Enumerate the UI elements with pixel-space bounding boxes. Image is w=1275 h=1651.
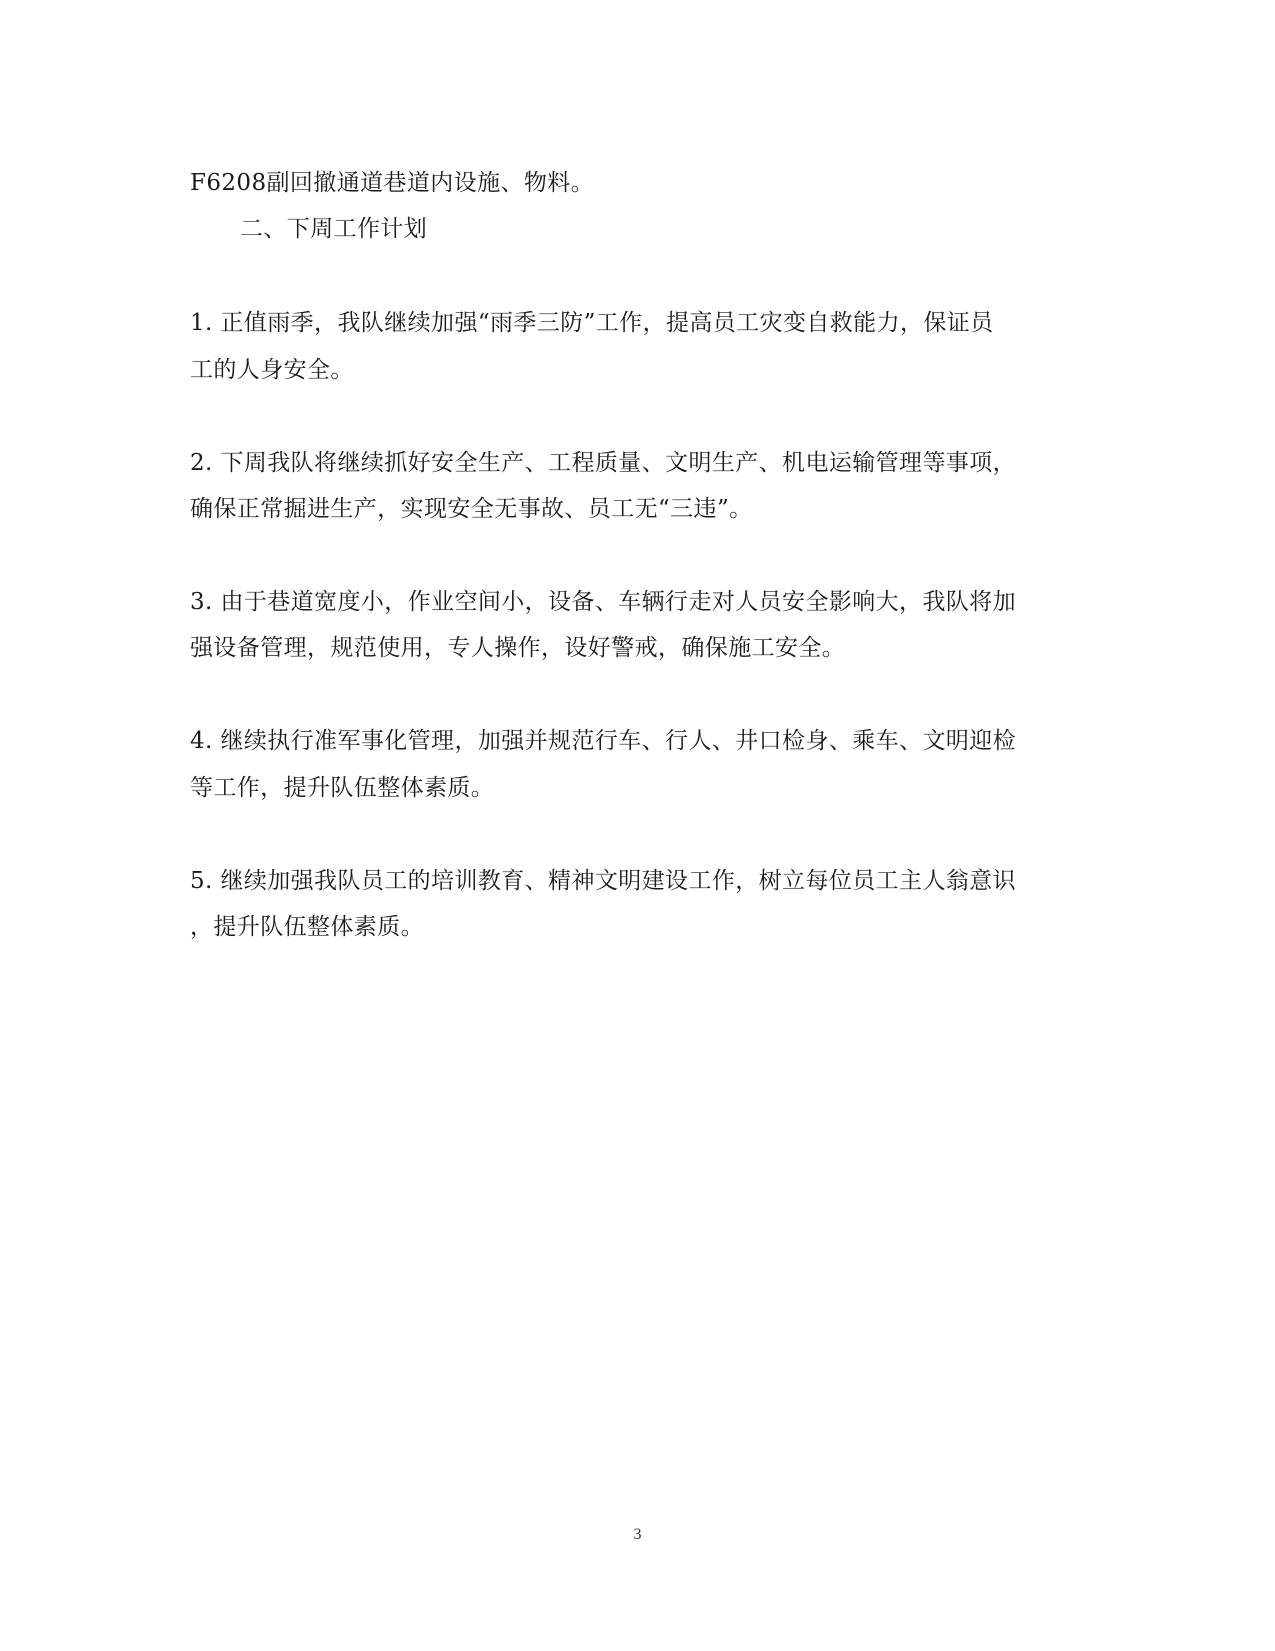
continuation-paragraph: F6208副回撤通道巷道内设施、物料。 (190, 170, 595, 196)
list-item-line: 2. 下周我队将继续抓好安全生产、工程质量、文明生产、机电运输管理等事项， (190, 450, 1017, 476)
list-item-line: 4. 继续执行准军事化管理，加强并规范行车、行人、井口检身、乘车、文明迎检 (190, 728, 1017, 754)
list-item-line: 5. 继续加强我队员工的培训教育、精神文明建设工作，树立每位员工主人翁意识 (190, 868, 1017, 894)
page-number: 3 (633, 1526, 642, 1543)
section-heading: 二、下周工作计划 (240, 216, 428, 242)
list-item-line: ，提升队伍整体素质。 (190, 914, 424, 940)
list-item-line: 确保正常掘进生产，实现安全无事故、员工无“三违”。 (190, 496, 753, 522)
list-item-line: 1. 正值雨季，我队继续加强“雨季三防”工作，提高员工灾变自救能力，保证员 (190, 310, 994, 336)
list-item-line: 工的人身安全。 (190, 357, 354, 383)
list-item-line: 3. 由于巷道宽度小，作业空间小，设备、车辆行走对人员安全影响大，我队将加 (190, 589, 1017, 615)
list-item-line: 强设备管理，规范使用，专人操作，设好警戒，确保施工安全。 (190, 635, 846, 661)
list-item-line: 等工作，提升队伍整体素质。 (190, 775, 495, 801)
